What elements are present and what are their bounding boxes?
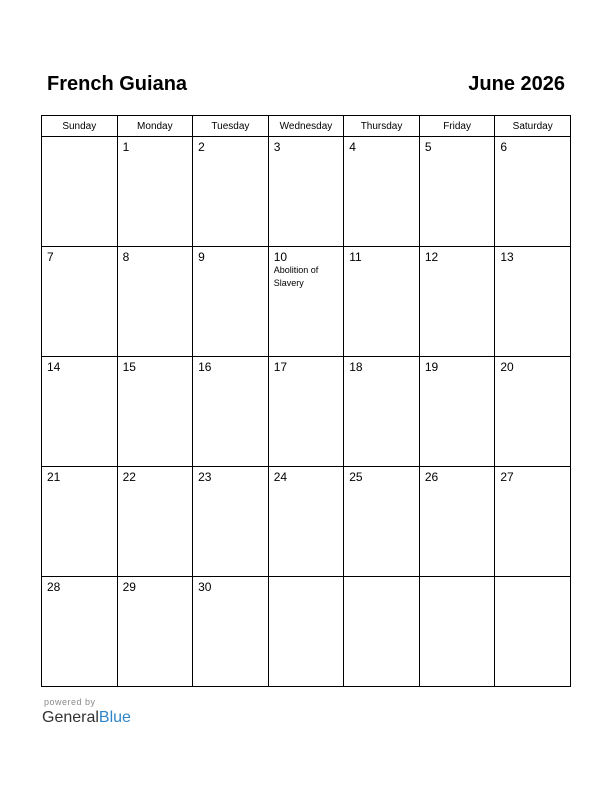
day-cell: [495, 247, 571, 357]
day-number: 9: [198, 250, 205, 264]
day-number: 29: [122, 580, 136, 594]
day-number: 7: [47, 250, 54, 264]
day-number: 19: [424, 360, 439, 374]
day-cell: [495, 357, 571, 467]
day-cell: [268, 137, 344, 247]
day-number: 12: [424, 250, 439, 264]
day-cell: [117, 577, 193, 687]
day-number: [42, 137, 117, 140]
weekday-header-saturday: Saturday: [495, 116, 571, 137]
day-number: 13: [500, 250, 514, 264]
day-number: 8: [122, 250, 130, 264]
week-row: [42, 247, 571, 357]
day-cell: [268, 467, 344, 577]
day-number: 30: [198, 580, 212, 594]
day-number: 25: [349, 470, 363, 484]
weekday-header-monday: Monday: [117, 116, 193, 137]
day-cell: [42, 577, 118, 687]
week-row: [42, 357, 571, 467]
day-cell: [42, 137, 118, 247]
day-number: 23: [198, 470, 212, 484]
holiday-label: Abolition of Slavery: [273, 265, 319, 288]
day-cell: [117, 137, 193, 247]
day-cell: [419, 247, 495, 357]
day-cell: [344, 357, 420, 467]
day-cell: [268, 247, 344, 357]
day-cell: [419, 137, 495, 247]
day-cell: [344, 467, 420, 577]
weekday-header-wednesday: Wednesday: [268, 116, 344, 137]
day-number: 24: [273, 470, 288, 484]
day-number: 10: [273, 250, 288, 264]
day-cell: [344, 577, 420, 687]
weekday-header-tuesday: Tuesday: [193, 116, 269, 137]
day-number: 21: [47, 470, 61, 484]
day-cell: [495, 577, 571, 687]
week-row: [42, 577, 571, 687]
day-cell: [42, 247, 118, 357]
day-number: 26: [424, 470, 439, 484]
day-number: 1: [122, 140, 130, 154]
day-number: 15: [122, 360, 136, 374]
day-number: 22: [122, 470, 136, 484]
weekday-header-row: [42, 116, 571, 137]
calendar-country-title: French Guiana: [47, 73, 188, 95]
day-number: 28: [47, 580, 61, 594]
day-cell: [193, 467, 269, 577]
day-number: 11: [349, 250, 362, 264]
day-cell: [193, 137, 269, 247]
day-cell: [117, 357, 193, 467]
day-cell: [495, 137, 571, 247]
day-number: 3: [273, 140, 281, 154]
day-number: 27: [500, 470, 514, 484]
day-cell: [268, 577, 344, 687]
day-cell: [344, 137, 420, 247]
day-cell: [419, 467, 495, 577]
day-cell: [42, 467, 118, 577]
day-cell: [495, 467, 571, 577]
day-number: 16: [198, 360, 212, 374]
day-cell: [344, 247, 420, 357]
day-cell: [193, 357, 269, 467]
brand-name-part2: Blue: [98, 709, 131, 726]
day-cell: [42, 357, 118, 467]
day-number: 18: [349, 360, 363, 374]
weekday-header-thursday: Thursday: [344, 116, 420, 137]
day-number: [420, 577, 495, 580]
day-cell: [193, 577, 269, 687]
weekday-header-sunday: Sunday: [42, 116, 118, 137]
day-number: 14: [47, 360, 61, 374]
day-cell: [117, 467, 193, 577]
week-row: [42, 467, 571, 577]
calendar-month-title: June 2026: [468, 73, 565, 95]
generalblue-logo[interactable]: [42, 708, 131, 728]
day-number: 5: [424, 140, 432, 154]
day-cell: [419, 357, 495, 467]
week-row: [42, 137, 571, 247]
calendar-grid: [41, 115, 571, 687]
day-number: [269, 577, 344, 580]
day-number: 6: [500, 140, 508, 154]
day-number: [495, 577, 570, 580]
powered-by-label: powered by: [44, 697, 96, 707]
day-number: 2: [198, 140, 205, 154]
day-number: 17: [273, 360, 288, 374]
brand-name-part1: General: [42, 709, 99, 726]
day-cell: [268, 357, 344, 467]
day-cell: [419, 577, 495, 687]
weekday-header-friday: Friday: [419, 116, 495, 137]
day-cell: [117, 247, 193, 357]
day-number: 4: [349, 140, 356, 154]
day-number: [344, 577, 419, 580]
day-cell: [193, 247, 269, 357]
day-number: 20: [500, 360, 514, 374]
